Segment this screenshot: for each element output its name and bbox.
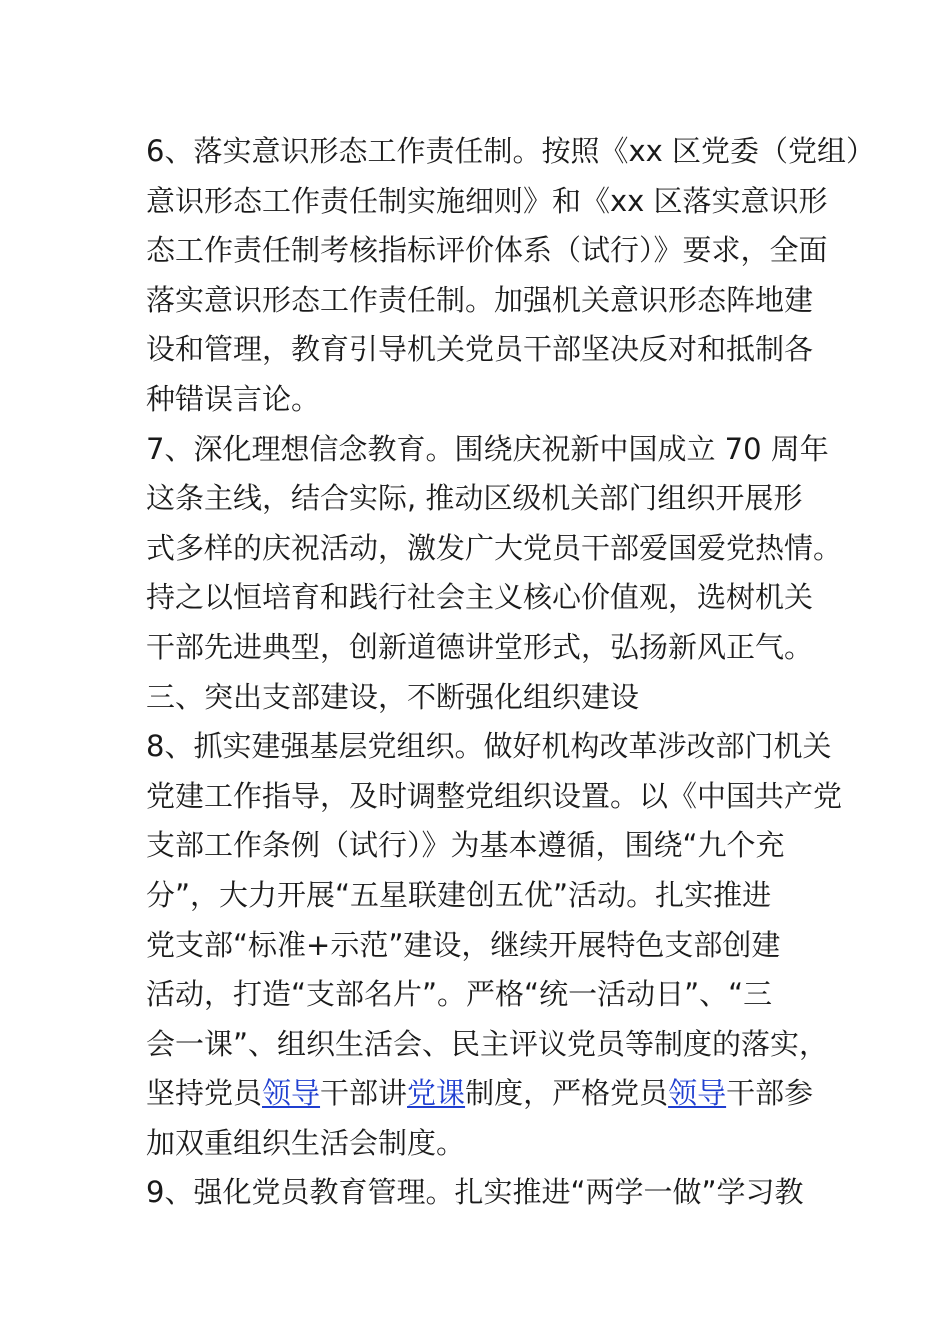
text-line: 干部先进典型，创新道德讲堂形式，弘扬新风正气。 [146,629,814,664]
text-line: 加双重组织生活会制度。 [146,1125,466,1160]
text-line: 意识形态工作责任制实施细则》和《xx 区落实意识形 [146,183,828,218]
text-line: 8、抓实建强基层党组织。做好机构改革涉改部门机关 [146,729,832,764]
section-heading: 三、突出支部建设，不断强化组织建设 [146,679,640,714]
text-line: 落实意识形态工作责任制。加强机关意识形态阵地建 [146,282,814,317]
text-line-with-links [146,1069,826,1119]
text-segment: 制度，严格党员 [465,1076,669,1111]
text-line: 6、落实意识形态工作责任制。按照《xx 区党委（党组） [146,134,875,168]
text-line: 这条主线，结合实际, 推动区级机关部门组织开展形 [146,481,803,516]
text-line: 持之以恒培育和践行社会主义核心价值观，选树机关 [146,580,814,615]
text-line: 设和管理，教育引导机关党员干部坚决反对和抵制各 [146,332,814,367]
text-line: 分”，大力开展“五星联建创五优”活动。扎实推进 [146,877,772,912]
document-body [146,127,875,1218]
link-lingdao[interactable]: 领导 [262,1076,321,1111]
text-line: 活动，打造“支部名片”。严格“统一活动日”、“三 [146,977,773,1012]
text-line: 7、深化理想信念教育。围绕庆祝新中国成立 70 周年 [146,431,829,466]
text-line: 种错误言论。 [146,381,321,416]
text-segment: 干部参 [726,1076,814,1111]
text-line: 式多样的庆祝活动，激发广大党员干部爱国爱党热情。 [146,530,843,565]
text-line: 党支部“标准+示范”建设，继续开展特色支部创建 [146,927,781,962]
text-line: 态工作责任制考核指标评价体系（试行）》要求，全面 [146,233,828,268]
text-line: 9、强化党员教育管理。扎实推进“两学一做”学习教 [146,1175,804,1210]
text-segment: 干部讲 [320,1076,408,1111]
text-line: 支部工作条例（试行）》为基本遵循，围绕“九个充 [146,828,785,863]
text-line: 会一课”、组织生活会、民主评议党员等制度的落实， [146,1026,829,1061]
link-dangke[interactable]: 党课 [407,1076,466,1111]
link-lingdao[interactable]: 领导 [668,1076,727,1111]
text-line: 党建工作指导，及时调整党组织设置。以《中国共产党 [146,778,843,813]
text-segment: 坚持党员 [146,1076,263,1111]
